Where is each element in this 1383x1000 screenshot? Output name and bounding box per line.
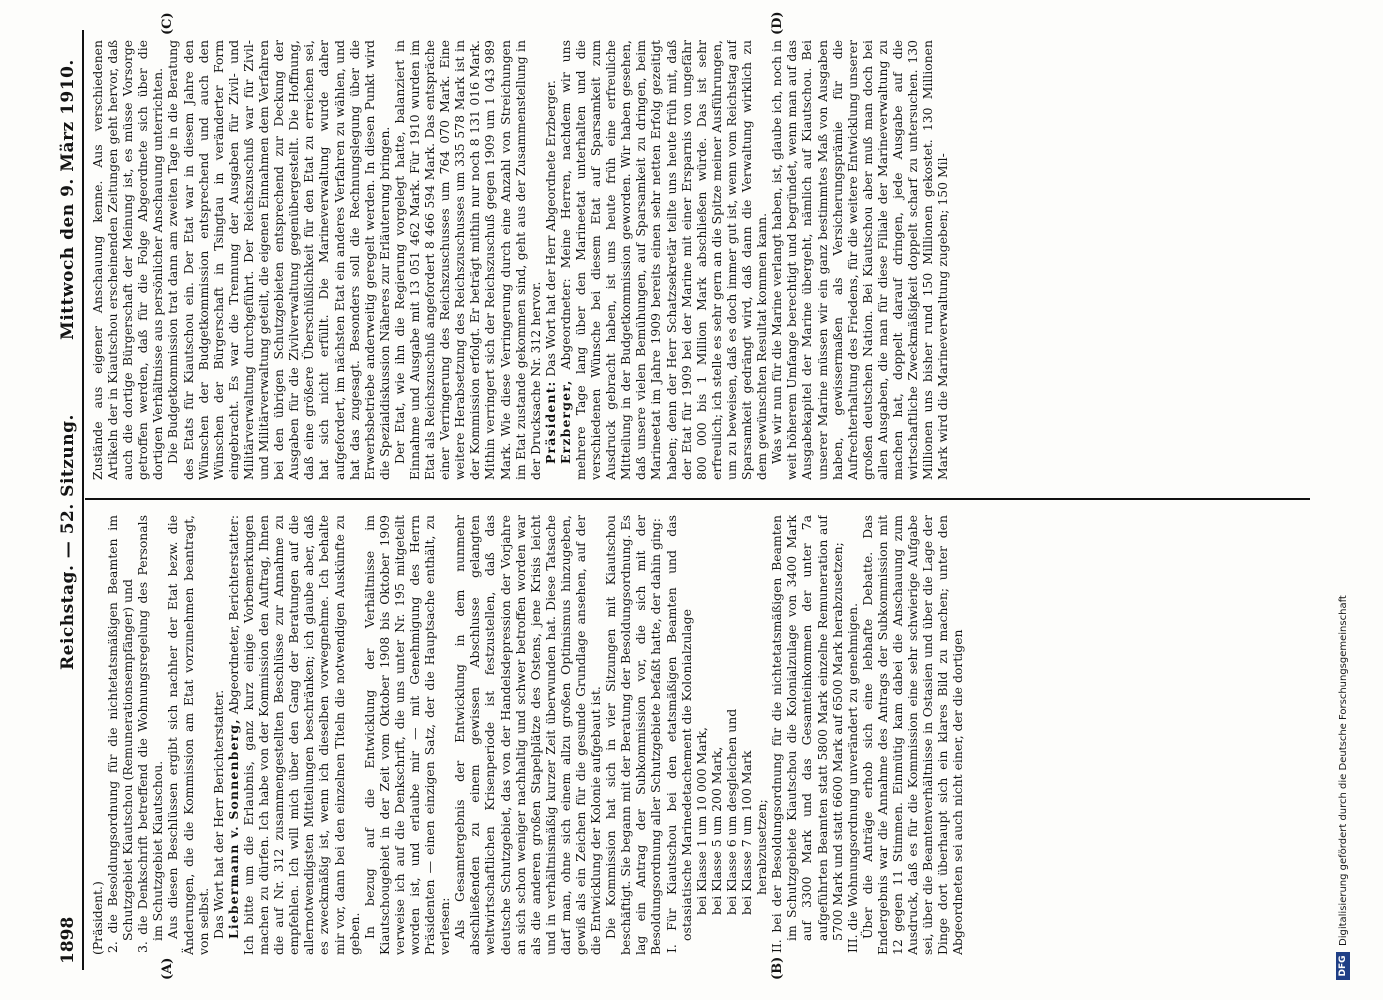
paragraph: Zustände aus eigener Anschauung kenne. Aus verschiedenen Artikeln der in Kiautschou erscheinenden Zeitungen geht hervor, daß auch die dortige Bürgerschaft der Meinung ist, es müsse Vorsorge getroffen werden, daß für die Folge Abgeordnete sich über die dortigen Verhältnisse aus persönlicher Anschauung unterrichten.: [90, 40, 166, 480]
speech-text: Abgeordneter, Berichterstatter: Ich bitte um die Erlaubnis, ganz kurz einige Vorbemerkungen machen zu dürfen. Ich habe von der Kommission den Auftrag, Ihnen die auf Nr. 312 zusammengestellten Beschlüsse zur Annahme zu empfehlen. Ich will mich über den Gang der Beratungen auf die allernotwendigsten Mitteilungen beschränken; ich glaube aber, daß es zweckmäßig ist, wenn ich dieselben vorwegnehme. Ich behalte mir vor, dann bei den einzelnen Titeln die notwendigen Auskünfte zu geben.: [225, 515, 362, 955]
paragraph: Aus diesen Beschlüssen ergibt sich nachher der Etat bezw. die Änderungen, die die Kommission am Etat vorzunehmen beantragt, von selbst.: [165, 515, 211, 955]
dfg-logo: DFG: [1336, 952, 1350, 980]
paragraph: III. die Wohnungsordnung unverändert zu genehmigen.: [844, 602, 860, 953]
paragraph: [558, 40, 769, 480]
paragraph: Die Budgetkommission trat dann am zweiten Tage in die Beratung des Etats für Kiautschou ein. Der Etat war in diesem Jahre den Wünschen der Budgetkommission entsprechend und auch den Wünschen der Bürgerschaft in Tsingtau in veränderter Form eingebracht. Es war die Trennung der Ausgaben für Zivil- und Militärverwaltung durchgeführt. Der Reichszuschuß war für Zivil- und Militärverwaltung geteilt, die eigenen Einnahmen dem Verfahren bei den übrigen Schutzgebieten entsprechend zur Deckung der Ausgaben für die Zivilverwaltung gegenübergestellt. Die Hoffnung, daß eine größere Überschüßlichkeit für den Etat zu erreichen sei, hat sich nicht erfüllt. Die Marineverwaltung wurde daher aufgefordert, im nächsten Etat ein anderes Verfahren zu wählen, und hat das zugesagt. Besonders soll die Rechnungslegung über die Erwerbsbetriebe anderweitig geregelt werden. In diesen Punkt wird die Spezialdiskussion Näheres zur Erläuterung bringen.: [165, 40, 392, 480]
right-text-column: [90, 40, 1305, 480]
margin-marker-d: (D): [770, 11, 785, 35]
paragraph: [226, 515, 362, 955]
paragraph: bei Klasse 5 um 200 Mark,: [708, 746, 724, 915]
paragraph: Als Gesamtergebnis der Entwicklung in dem nunmehr abschließenden zu einem gewissen Abschlusse gelangten weltwirtschaftlichen Krisenperiode ist festzustellen, daß das deutsche Schutzgebiet, das von der Handelsdepression der Vorjahre an sich schon weniger nachhaltig und schwer betroffen worden war als die anderen großen Stapelplätze des Ostens, jene Krisis leicht und in verhältnismäßig kurzer Zeit überwunden hat. Diese Tatsache darf man, ohne sich einem allzu großen Optimismus hinzugeben, gewiß als ein Zeichen für die gesunde Grundlage ansehen, auf der die Entwicklung der Kolonie aufgebaut ist.: [452, 515, 604, 955]
paragraph: bei Klasse 1 um 10 000 Mark,: [693, 727, 709, 915]
speaker-name: Präsident:: [542, 380, 558, 464]
paragraph: herabzusetzen;: [754, 799, 770, 895]
paragraph: Was wir nun für die Marine verlangt haben, ist, glaube ich, noch in weit höherem Umfange berechtigt und begründet, wenn man auf das Ausgabekapitel der Marine übergeht, nämlich auf Kiautschou. Bei unserer Marine müssen wir ein ganz bestimmtes Maß von Ausgaben haben, gewissermaßen als Versicherungsprämie für die Aufrechterhaltung des Friedens, für die weitere Entwicklung unserer großen deutschen Nation. Bei Kiautschou aber muß man doch bei allen Ausgaben, die man für diese Filiale der Marineverwaltung zu machen hat, doppelt darauf dringen, jede Ausgabe auf die wirtschaftliche Zweckmäßigkeit doppelt scharf zu untersuchen. 130 Millionen uns bisher rund 150 Millionen gekostet. 130 Millionen Mark wird die Marineverwaltung zugeben; 150 Mil-: [769, 40, 951, 480]
margin-marker-b: (B): [770, 956, 785, 980]
paragraph: 2. die Besoldungsordnung für die nichtetatsmäßigen Beamten im Schutzgebiet Kiautschou (Remunerationsempfänger) und: [105, 515, 136, 953]
paragraph: (Präsident.): [90, 881, 105, 955]
paragraph: Über die Anträge erhob sich eine lebhafte Debatte. Das Endergebnis war die Annahme des Antrags der Subkommission mit 12 gegen 11 Stimmen. Einmütig kam dabei die Anschauung zum Ausdruck, daß es für die Kommission eine sehr schwierige Aufgabe sei, über die Beamtenverhältnisse in Ostasien und über die Lage der Dinge dort überhaupt sich ein klares Bild zu machen; unter den Abgeordneten sei auch nicht einer, der die dortigen: [859, 515, 966, 955]
paragraph: bei Klasse 6 um desgleichen und: [723, 708, 739, 915]
paragraph: In bezug auf die Entwicklung der Verhältnisse im Kiautschougebiet in der Zeit vom Oktober 1908 bis Oktober 1909 verweise ich auf die Denkschrift, die uns unter Nr. 195 mitgeteilt worden ist, und erlaube mir — mit Genehmigung des Herrn Präsidenten — einen einzigen Satz, der die Hauptsache enthält, zu verlesen:: [361, 515, 453, 955]
paragraph: Das Wort hat der Herr Berichterstatter.: [210, 689, 226, 939]
left-text-column: [90, 515, 1305, 955]
paragraph: Der Etat, wie ihn die Regierung vorgelegt hatte, balanziert in Einnahme und Ausgabe mit 13 051 462 Mark. Für 1910 wurden im Etat als Reichszuschuß angefordert 8 466 594 Mark. Das entspräche einer Verringerung des Reichszuschusses um 764 070 Mark. Eine weitere Herabsetzung des Reichszuschusses um 335 578 Mark ist in der Kommission erfolgt. Er beträgt mithin nur noch 8 131 016 Mark. Mithin verringert sich der Reichszuschuß gegen 1909 um 1 043 989 Mark. Wie diese Verringerung durch eine Anzahl von Streichungen im Etat zustande gekommen sind, geht aus der Zusammenstellung in der Drucksache Nr. 312 hervor.: [391, 40, 543, 480]
speaker-name: Erzberger,: [557, 379, 573, 464]
column-divider: [85, 498, 1310, 500]
page-header: [50, 30, 80, 970]
page-number: 1898: [58, 916, 78, 964]
margin-marker-a: (A): [160, 957, 175, 980]
paragraph: Die Kommission hat sich in vier Sitzungen mit Kiautschou beschäftigt. Sie begann mit der Beratung der Besoldungsordnung. Es lag ein Antrag der Subkommission vor, die sich mit der Besoldungsordnung aller Schutzgebiete befaßt hatte, der dahin ging:: [603, 515, 664, 955]
margin-marker-c: (C): [160, 12, 175, 35]
header-rule: [82, 30, 84, 970]
paragraph: [543, 40, 558, 480]
session-title: Reichstag. — 52. Sitzung.: [58, 414, 78, 670]
paragraph: I. Für Kiautschou bei den etatsmäßigen Beamten und das ostasiatische Marinedetachement die Kolonialzulage: [663, 515, 694, 953]
speech-text: Abgeordneter: Meine Herren, nachdem wir uns mehrere Tage lang über den Marineetat unterhalten und die verschiedenen Wünsche bei diesem Etat auf Sparsamkeit zum Ausdruck gebracht haben, ist uns heute früh eine erfreuliche Mitteilung in der Budgetkommission geworden. Wir haben gesehen, daß unsere vielen Bemühungen, auf Sparsamkeit zu dringen, beim Marineetat im Jahre 1909 bereits einen sehr netten Erfolg gezeitigt haben; denn der Herr Schatzsekretär teilte uns heute früh mit, daß der Etat für 1909 bei der Marine mit einer Ersparnis von ungefähr 800 000 bis 1 Million Mark abschließen würde. Das ist sehr erfreulich; ich stelle es sehr gern an die Spitze meiner Ausführungen, um zu beweisen, daß es doch immer gut ist, wenn vom Reichstag auf Sparsamkeit gedrängt wird, daß dann die Verwaltung wirklich zu dem gewünschten Resultat kommen kann.: [557, 40, 770, 480]
credit-text: Digitalisierung gefördert durch die Deutsche Forschungsgemeinschaft: [1338, 595, 1349, 946]
paragraph: bei Klasse 7 um 100 Mark: [739, 750, 755, 915]
paragraph: II. bei der Besoldungsordnung für die nichtetatsmäßigen Beamten im Schutzgebiete Kiautschou die Kolonialzulage von 3400 Mark auf 3300 Mark und das Gesamteinkommen der unter 7a aufgeführten Beamten statt 5800 Mark einzelne Remuneration auf 5700 Mark und statt 6600 Mark auf 6500 Mark herabzusetzen;: [769, 515, 845, 953]
speech-text: Das Wort hat der Herr Abgeordnete Erzberger.: [542, 80, 558, 381]
session-date: Mittwoch den 9. März 1910.: [58, 59, 78, 340]
paragraph: 3. die Denkschrift betreffend die Wohnungsregelung des Personals im Schutzgebiet Kiautschou.: [135, 515, 166, 953]
speaker-name: Liebermann v. Sonnenberg,: [225, 718, 241, 939]
